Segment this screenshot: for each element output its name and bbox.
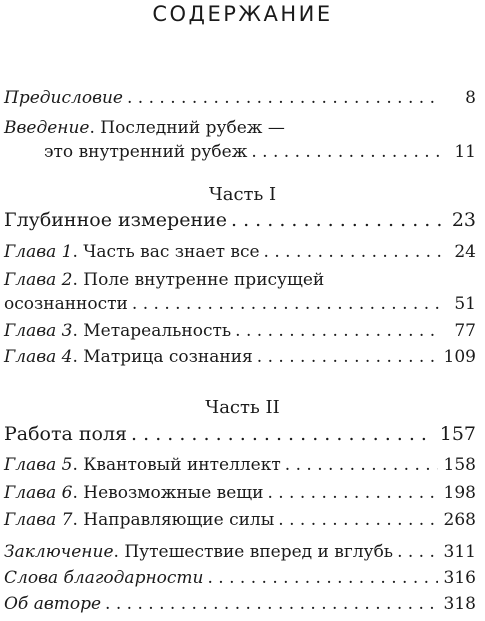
entry-title: . Направляющие силы xyxy=(72,510,275,530)
toc-entry-introduction[interactable] xyxy=(4,116,476,164)
entry-page: 109 xyxy=(443,347,476,367)
dot-leader xyxy=(105,592,438,616)
entry-prefix: Глава 2 xyxy=(4,270,73,290)
entry-prefix: Слова благодарности xyxy=(4,568,204,588)
toc-entry-acknowledgments[interactable] xyxy=(4,566,476,590)
entry-prefix: Глава 1 xyxy=(4,242,73,262)
dot-leader xyxy=(235,319,442,343)
dot-leader xyxy=(132,292,442,316)
entry-prefix: Введение xyxy=(4,118,90,138)
toc-entry-chapter-4[interactable] xyxy=(4,345,476,369)
dot-leader xyxy=(285,453,438,477)
page-title: СОДЕРЖАНИЕ xyxy=(152,2,333,26)
toc-entry-chapter-3[interactable] xyxy=(4,319,476,343)
toc-entry-chapter-5[interactable] xyxy=(4,453,476,477)
entry-page: 77 xyxy=(454,321,476,341)
dot-leader xyxy=(251,140,442,164)
entry-title: . Невозможные вещи xyxy=(72,483,264,503)
dot-leader xyxy=(131,422,434,446)
part-heading-1: Часть I xyxy=(208,184,277,205)
entry-page: 268 xyxy=(443,510,476,530)
entry-title: . Путешествие вперед и вглубь xyxy=(113,542,394,562)
entry-page: 11 xyxy=(454,142,476,162)
entry-title: . Часть вас знает все xyxy=(72,242,260,262)
entry-page: 8 xyxy=(465,88,476,108)
entry-title: . Квантовый интеллект xyxy=(72,455,281,475)
toc-entry-chapter-2[interactable] xyxy=(4,268,476,316)
entry-page: 318 xyxy=(443,594,476,614)
entry-prefix: Глава 5 xyxy=(4,455,73,475)
toc-entry-preface[interactable] xyxy=(4,86,476,110)
entry-page: 316 xyxy=(443,568,476,588)
toc-entry-conclusion[interactable] xyxy=(4,540,476,564)
entry-prefix: Глава 7 xyxy=(4,510,73,530)
dot-leader xyxy=(397,540,437,564)
toc-entry-chapter-7[interactable] xyxy=(4,508,476,532)
dot-leader xyxy=(207,566,437,590)
entry-title-continued: осознанности xyxy=(4,294,128,314)
dot-leader xyxy=(257,345,438,369)
part-heading-2: Часть II xyxy=(205,397,280,418)
entry-prefix: Глава 6 xyxy=(4,483,73,503)
toc-entry-field-work[interactable] xyxy=(4,422,476,446)
entry-prefix: Предисловие xyxy=(4,88,123,108)
entry-prefix: Заключение xyxy=(4,542,114,562)
entry-page: 157 xyxy=(439,423,476,445)
dot-leader xyxy=(231,208,442,232)
entry-page: 24 xyxy=(454,242,476,262)
entry-page: 311 xyxy=(443,542,476,562)
entry-title: Работа поля xyxy=(4,423,128,445)
entry-prefix: Глава 3 xyxy=(4,321,73,341)
entry-title: Глубинное измерение xyxy=(4,209,228,231)
entry-title: . Последний рубеж — xyxy=(89,118,285,138)
toc-entry-chapter-1[interactable] xyxy=(4,240,476,264)
entry-title: . Матрица сознания xyxy=(72,347,253,367)
dot-leader xyxy=(267,481,437,505)
toc-entry-deep-dimension[interactable] xyxy=(4,208,476,232)
entry-page: 158 xyxy=(443,455,476,475)
dot-leader xyxy=(264,240,442,264)
toc-entry-chapter-6[interactable] xyxy=(4,481,476,505)
toc-entry-about-author[interactable] xyxy=(4,592,476,616)
entry-prefix: Об авторе xyxy=(4,594,102,614)
entry-page: 51 xyxy=(454,294,476,314)
entry-title: . Метареальность xyxy=(72,321,232,341)
entry-title: . Поле внутренне присущей xyxy=(72,270,325,290)
entry-page: 23 xyxy=(451,209,476,231)
dot-leader xyxy=(278,508,437,532)
dot-leader xyxy=(127,86,442,110)
entry-page: 198 xyxy=(443,483,476,503)
entry-prefix: Глава 4 xyxy=(4,347,73,367)
entry-title-continued: это внутренний рубеж xyxy=(44,142,248,162)
